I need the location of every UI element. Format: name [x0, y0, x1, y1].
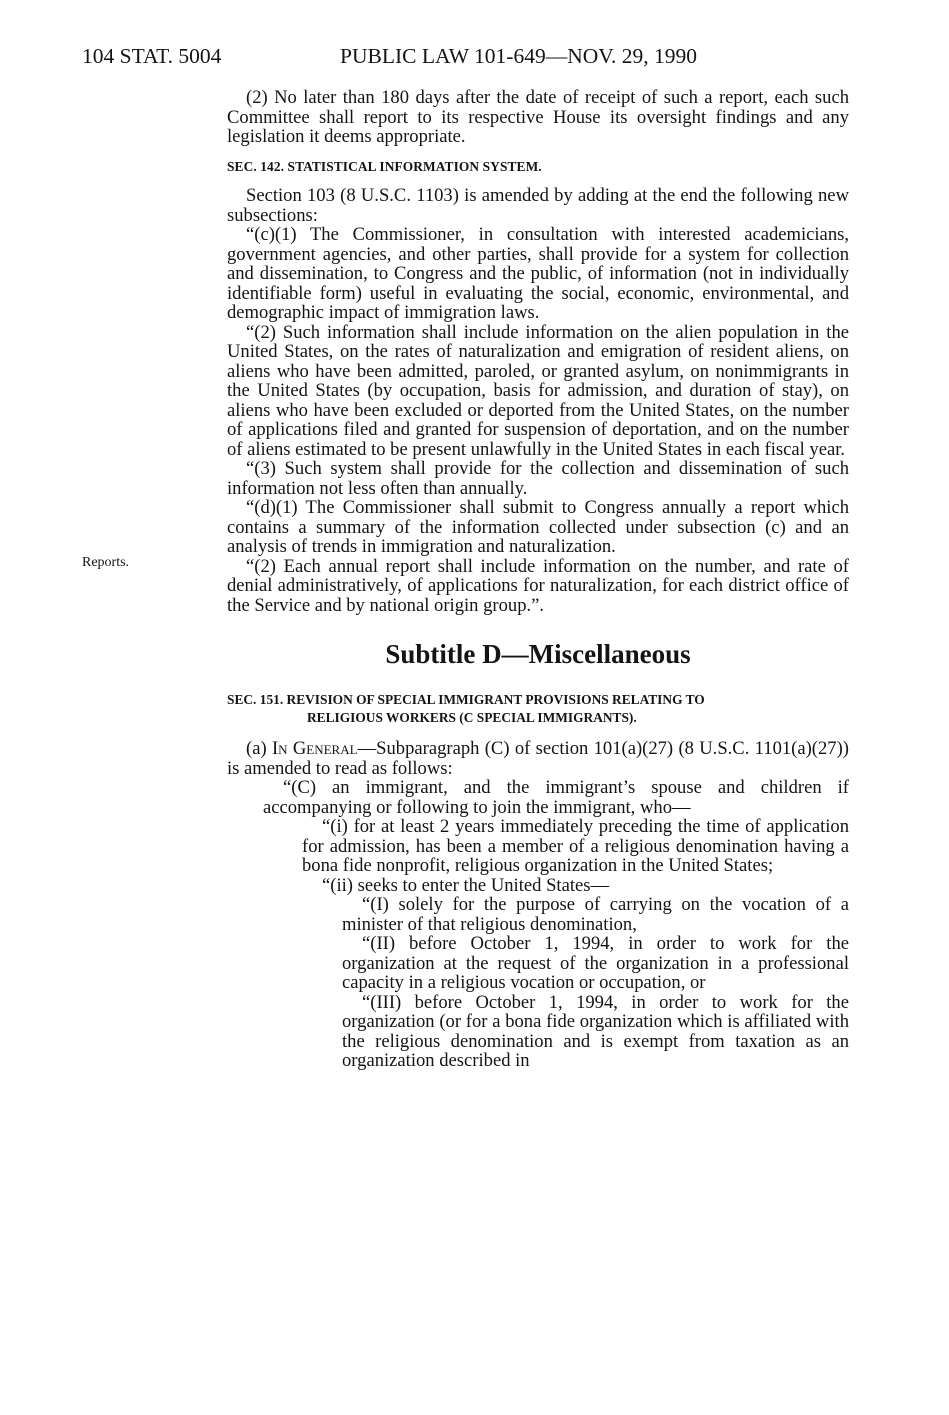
subsection-c1: “(c)(1) The Commissioner, in consultation with interested academicians, government agencies, and other parties, shall provide for a system for collection and dissemination, to Congress and the public, of information (not in individually identifiable form) useful in evaluating the social, economic, environmental, and demographic impact of immigration laws. — [227, 224, 849, 323]
stat-page-number: 104 STAT. 5004 — [82, 44, 222, 68]
subsection-d2: “(2) Each annual report shall include information on the number, and rate of denial administratively, of applications for naturalization, for each district office of the Service and by national origin group.”. — [227, 555, 849, 616]
section-142-heading: SEC. 142. STATISTICAL INFORMATION SYSTEM. — [227, 158, 542, 174]
section-142-intro: Section 103 (8 U.S.C. 1103) is amended by adding at the end the following new subsections: — [227, 185, 849, 226]
clause-i: “(i) for at least 2 years immediately preceding the time of application for admission, has been a member of a religious denomination having a bona fide nonprofit, religious organization in the United States; — [302, 816, 849, 876]
section-151-a-text: —Subparagraph (C) of section 101(a)(27) (8 U.S.C. 1101(a)(27)) is amended to read as follows: — [227, 738, 849, 779]
clause-C: “(C) an immigrant, and the immigrant’s spouse and children if accompanying or following to join the immigrant, who— — [263, 777, 849, 818]
section-151-a-label: In General — [271, 738, 358, 759]
section-151-heading-line2: RELIGIOUS WORKERS (C SPECIAL IMMIGRANTS). — [307, 710, 637, 725]
document-body — [227, 88, 849, 1071]
clause-III: “(III) before October 1, 1994, in order to work for the organization (or for a bona fide organization which is affiliated with the religious denomination and is exempt from taxation as an organization described in — [342, 991, 849, 1071]
subsection-d1: “(d)(1) The Commissioner shall submit to Congress annually a report which contains a summary of the information collected under subsection (c) and an analysis of trends in immigration and naturalization. — [227, 497, 849, 557]
subsection-c2: “(2) Such information shall include information on the alien population in the United States, on the rates of naturalization and emigration of resident aliens, on aliens who have been admitted, paroled, or granted asylum, on nonimmigrants in the United States (by occupation, basis for admission, and duration of stay), on aliens who have been excluded or deported from the United States, on the number of applications filed and granted for suspension of deportation, and on the number of aliens estimated to be present unlawfully in the United States in each fiscal year. — [227, 321, 849, 460]
section-151-a-prefix: (a) — [246, 738, 267, 759]
clause-ii: “(ii) seeks to enter the United States— — [322, 874, 610, 896]
clause-I: “(I) solely for the purpose of carrying on the vocation of a minister of that religious denomination, — [342, 894, 849, 935]
section-151-a — [227, 739, 849, 778]
clause-II: “(II) before October 1, 1994, in order to work for the organization at the request of the organization in a professional capacity in a religious vocation or occupation, or — [342, 933, 849, 993]
subtitle-d-heading: Subtitle D—Miscellaneous — [385, 639, 691, 669]
subsection-c3: “(3) Such system shall provide for the collection and dissemination of such information not less often than annually. — [227, 458, 849, 499]
paragraph-prev-2: (2) No later than 180 days after the date of receipt of such a report, each such Committee shall report to its respective House its oversight findings and any legislation it deems appropriate. — [227, 87, 849, 147]
public-law-title: PUBLIC LAW 101-649—NOV. 29, 1990 — [340, 44, 698, 68]
page-header — [82, 44, 862, 74]
section-151-heading-line1: SEC. 151. REVISION OF SPECIAL IMMIGRANT PROVISIONS RELATING TO — [227, 692, 705, 707]
section-151-heading — [227, 691, 849, 727]
margin-note-reports: Reports. — [82, 555, 130, 570]
